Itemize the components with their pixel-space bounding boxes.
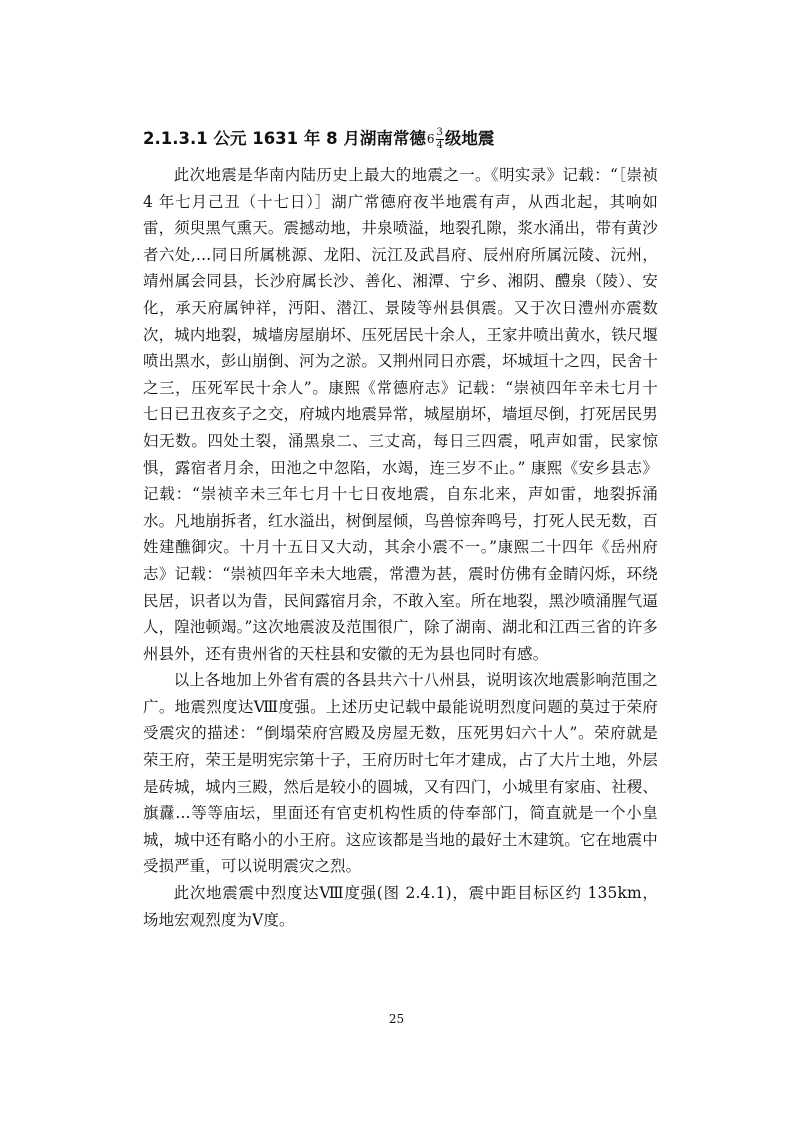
section-heading bbox=[143, 120, 658, 158]
section-heading-text: 2.1.3.1 公元 1631 年 8 月湖南常德 bbox=[143, 129, 426, 148]
paragraph-site-intensity: 此次地震震中烈度达Ⅷ度强(图 2.4.1)，震中距目标区约 135km，场地宏观烈度为Ⅴ度。 bbox=[143, 884, 658, 929]
page-content bbox=[143, 120, 658, 933]
section-heading-suffix: 级地震 bbox=[444, 129, 495, 148]
magnitude-denominator: 4 bbox=[436, 139, 443, 151]
magnitude-whole: 6 bbox=[426, 132, 435, 146]
magnitude-stack bbox=[436, 128, 444, 151]
magnitude-fraction bbox=[427, 128, 444, 151]
paragraph-intensity-analysis: 以上各地加上外省有震的各县共六十八州县，说明该次地震影响范围之广。地震烈度达Ⅷ度强。上述历史记载中最能说明烈度问题的莫过于荣府受震灾的描述：“倒塌荣府宫殿及房屋无数，压死男妇六十人”。荣府就是荣王府，荣王是明宪宗第十子，王府历时七年才建成，占了大片土地，外层是砖城，城内三殿，然后是较小的圆城，又有四门，小城里有家庙、社稷、旗纛…等等庙坛，里面还有官吏机构性质的侍奉部门，简直就是一个小皇城，城中还有略小的小王府。这应该都是当地的最好土木建筑。它在地震中受损严重，可以说明震灾之烈。 bbox=[143, 671, 658, 876]
magnitude-numerator: 3 bbox=[436, 126, 443, 138]
page-number: 25 bbox=[388, 1012, 405, 1026]
paragraph-historical-records: 此次地震是华南内陆历史上最大的地震之一。《明实录》记载：“［崇祯 4 年七月己丑（十七日）］湖广常德府夜半地震有声，从西北起，其响如雷，须臾黑气熏天。震撼动地，井泉喷溢，地裂孔隙，浆水涌出，带有黄沙者六处,…同日所属桃源、龙阳、沅江及武昌府、辰州府所属沅陵、沅州，靖州属会同县，长沙府属长沙、善化、湘潭、宁乡、湘阴、醴泉（陵）、安化，承天府属钟祥，沔阳、潜江、景陵等州县俱震。又于次日澧州亦震数次，城内地裂，城墙房屋崩坏、压死居民十余人，王家井喷出黄水，铁尺堰喷出黑水，彭山崩倒、河为之淤。又荆州同日亦震，坏城垣十之四，民舍十之三，压死军民十余人”。康熙《常德府志》记载：“崇祯四年辛未七月十七日已丑夜亥子之交，府城内地震异常，城屋崩坏，墙垣尽倒，打死居民男妇无数。四处土裂，涌黑泉二、三丈高，每日三四震，吼声如雷，民家惊惧，露宿者月余，田池之中忽陷，水竭，连三岁不止。” 康熙《安乡县志》记载：“崇祯辛未三年七月十七日夜地震，自东北来，声如雷，地裂拆涌水。凡地崩拆者，红水溢出，树倒屋倾，鸟兽惊奔鸣号，打死人民无数，百姓建醮御灾。十月十五日又大动，其余小震不一。”康熙二十四年《岳州府志》记载：“崇祯四年辛未大地震，常澧为甚，震时仿佛有金睛闪烁，环绕民居，识者以为眚，民间露宿月余，不敢入室。所在地裂，黑沙喷涌腥气逼人，隍池顿竭。”这次地震波及范围很广，除了湖南、湖北和江西三省的许多州县外，还有贵州省的天柱县和安徽的无为县也同时有感。 bbox=[143, 166, 658, 663]
